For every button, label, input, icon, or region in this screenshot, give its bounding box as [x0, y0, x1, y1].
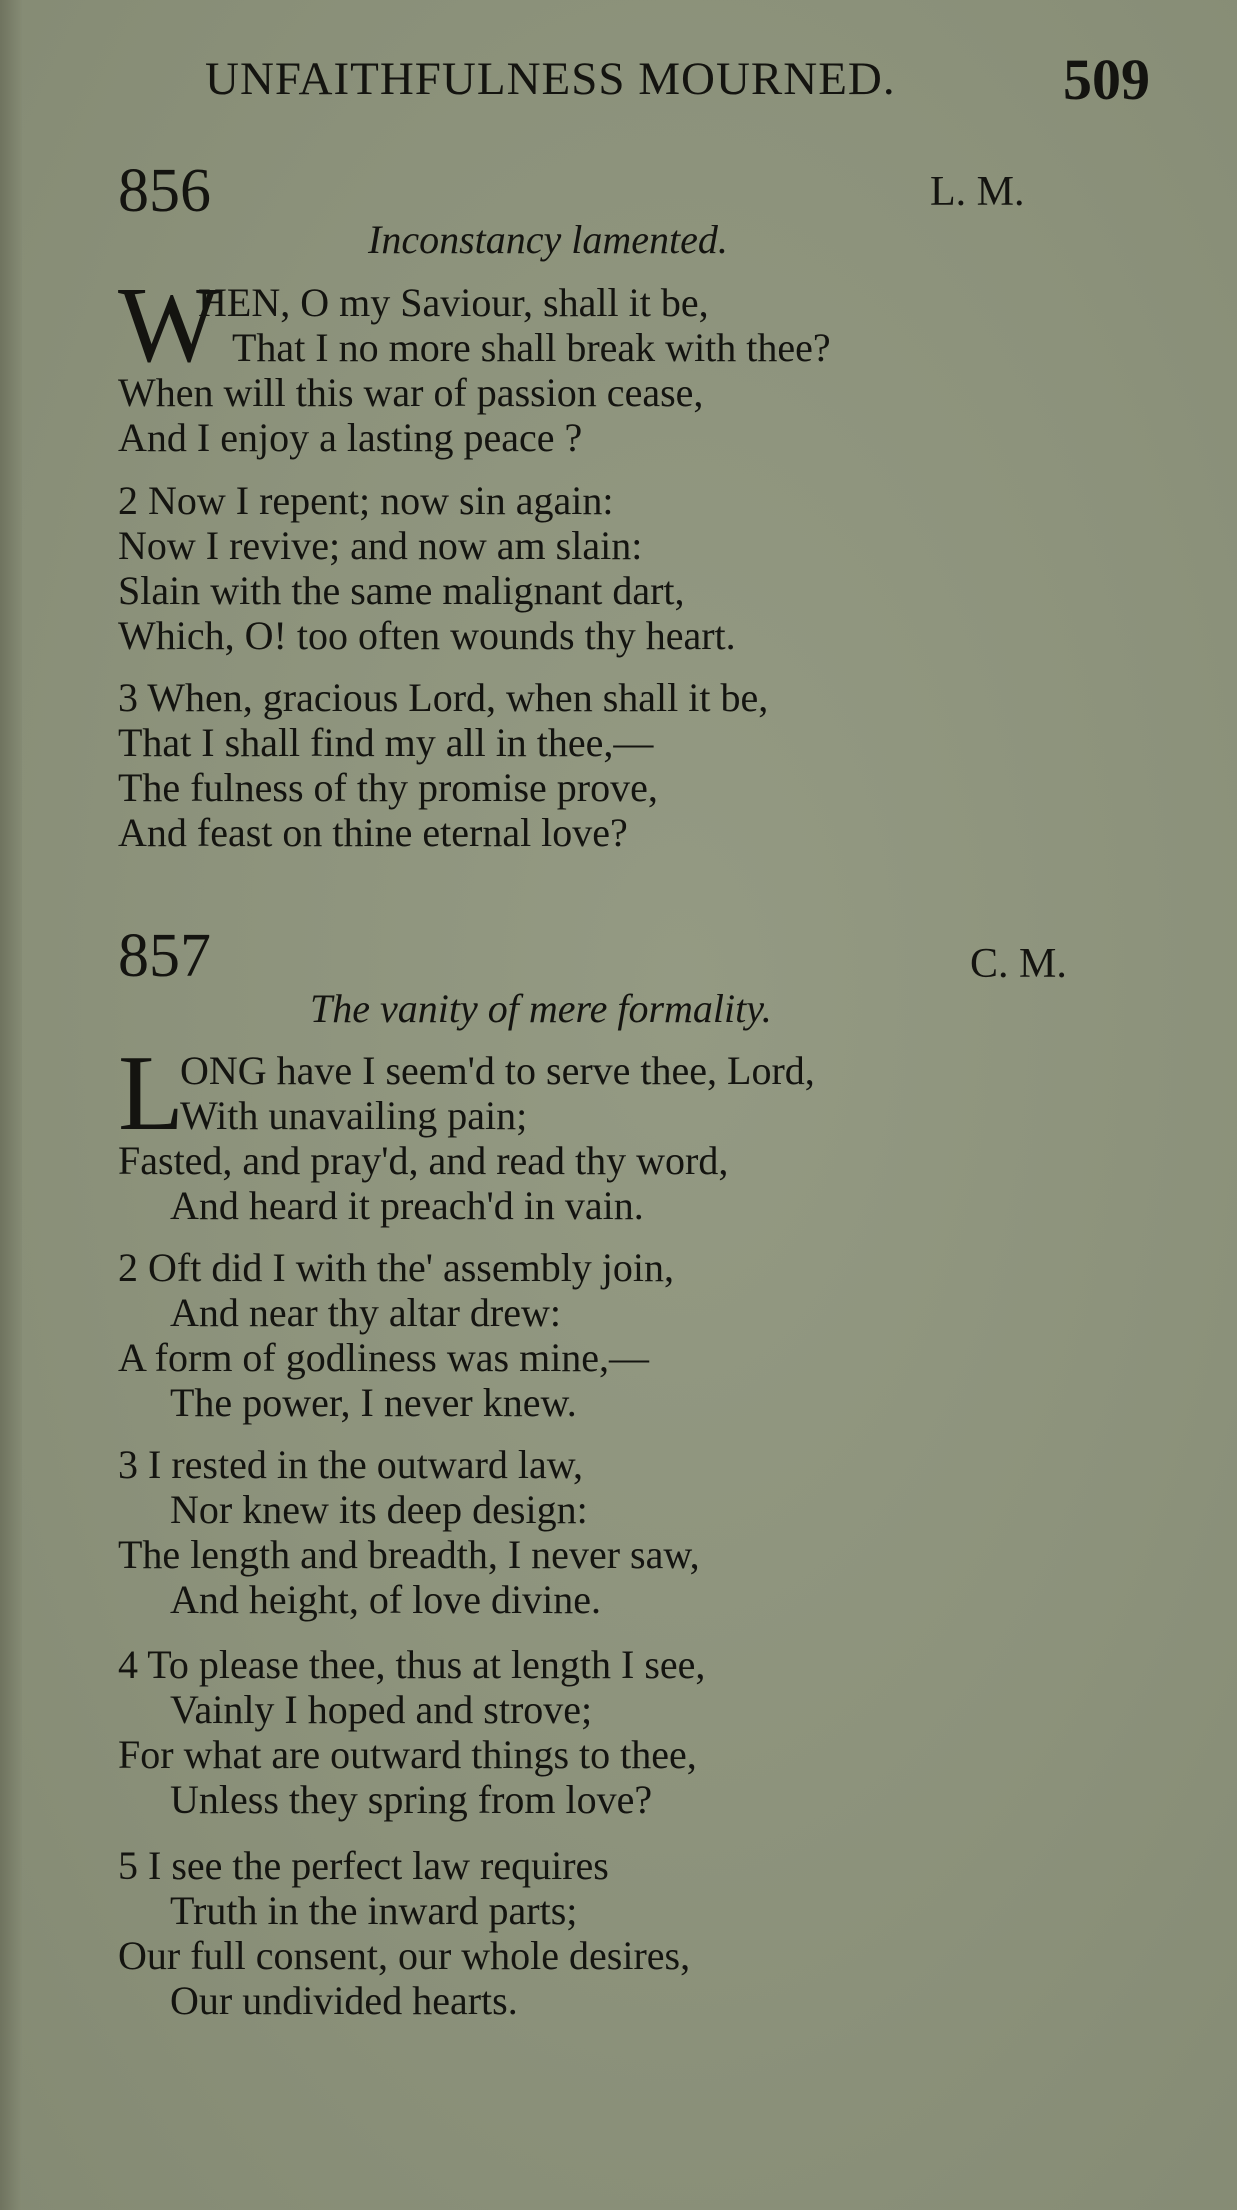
hymn-meter: C. M.: [970, 941, 1067, 987]
page-number: 509: [1063, 47, 1150, 112]
hymn-meter: L. M.: [930, 169, 1025, 215]
stanza: [118, 1034, 815, 1228]
verse-line: With unavailing pain;: [180, 1093, 528, 1138]
page-edge: [0, 0, 22, 2210]
verse-line: Nor knew its deep design:: [170, 1487, 588, 1532]
verse-line: Truth in the inward parts;: [170, 1888, 578, 1933]
verse-line: And feast on thine eternal love?: [118, 810, 628, 855]
running-title: UNFAITHFULNESS MOURNED.: [205, 53, 896, 105]
verse-line: Which, O! too often wounds thy heart.: [118, 613, 736, 658]
first-stanza-opening: [118, 266, 831, 385]
hymn-number: 856: [118, 157, 211, 225]
verse-line: ONG have I seem'd to serve thee, Lord,: [180, 1048, 815, 1093]
stanza: [118, 1245, 674, 1425]
verse-line: Our undivided hearts.: [170, 1978, 518, 2023]
verse-line: 3 I rested in the outward law,: [118, 1442, 584, 1487]
verse-line: 2 Oft did I with the' assembly join,: [118, 1245, 675, 1290]
running-header: [205, 47, 1150, 112]
hymn-subtitle: The vanity of mere formality.: [310, 986, 772, 1031]
verse-line: HEN, O my Saviour, shall it be,: [198, 280, 709, 325]
stanza: [118, 1642, 705, 1822]
hymn-subtitle: Inconstancy lamented.: [368, 217, 728, 262]
verse-line: When will this war of passion cease,: [118, 370, 704, 415]
stanza: [118, 675, 768, 855]
verse-line: Slain with the same malignant dart,: [118, 568, 685, 613]
verse-line: 4 To please thee, thus at length I see,: [118, 1642, 706, 1687]
drop-cap: W: [118, 266, 220, 385]
first-stanza-opening: [118, 1034, 815, 1153]
verse-line: 2 Now I repent; now sin again:: [118, 478, 614, 523]
verse-line: The power, I never knew.: [170, 1380, 577, 1425]
verse-line: Unless they spring from love?: [170, 1777, 653, 1822]
verse-line: 3 When, gracious Lord, when shall it be,: [118, 675, 769, 720]
verse-line: That I shall find my all in thee,—: [118, 720, 654, 765]
verse-line: Now I revive; and now am slain:: [118, 523, 643, 568]
verse-line: 5 I see the perfect law requires: [118, 1843, 609, 1888]
stanza: [118, 266, 831, 460]
verse-line: That I no more shall break with thee?: [232, 325, 831, 370]
verse-line: The fulness of thy promise prove,: [118, 765, 658, 810]
verse-line: A form of godliness was mine,—: [118, 1335, 650, 1380]
hymn-number: 857: [118, 922, 211, 990]
verse-line: Fasted, and pray'd, and read thy word,: [118, 1138, 729, 1183]
stanza: [118, 1843, 690, 2023]
verse-line: The length and breadth, I never saw,: [118, 1532, 700, 1577]
verse-line: And I enjoy a lasting peace ?: [118, 415, 583, 460]
verse-line: And heard it preach'd in vain.: [170, 1183, 644, 1228]
verse-line: For what are outward things to thee,: [118, 1732, 697, 1777]
stanza: [118, 478, 736, 658]
verse-line: And height, of love divine.: [170, 1577, 602, 1622]
verse-line: Vainly I hoped and strove;: [170, 1687, 593, 1732]
verse-line: Our full consent, our whole desires,: [118, 1933, 691, 1978]
stanza: [118, 1442, 700, 1622]
drop-cap: L: [118, 1034, 184, 1153]
verse-line: And near thy altar drew:: [170, 1290, 561, 1335]
